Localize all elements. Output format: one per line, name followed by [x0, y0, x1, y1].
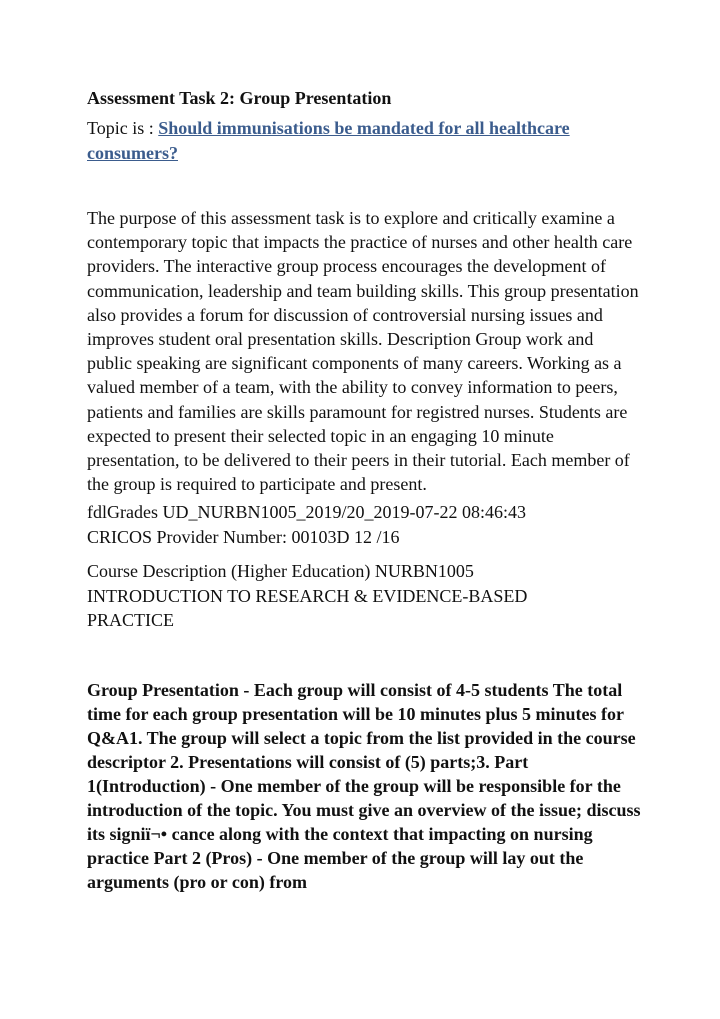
course-code-line: Course Description (Higher Education) NURBN1005: [87, 561, 474, 582]
purpose-paragraph: The purpose of this assessment task is to explore and critically examine a contemporary topic that impacts the practice of nurses and other health care providers. The interactive group process encourages the development of communication, leadership and team building skills. This group presentation also provides a forum for discussion of controversial nursing issues and improves student oral presentation skills. Description Group work and public speaking are significant components of many careers. Working as a valued member of a team, with the ability to convey information to peers, patients and families are skills paramount for registred nurses. Students are expected to present their selected topic in an engaging 10 minute presentation, to be delivered to their peers in their tutorial. Each member of the group is required to participate and present.: [87, 208, 639, 495]
course-title-line: INTRODUCTION TO RESEARCH & EVIDENCE-BASED: [87, 585, 528, 606]
document-page: [87, 86, 647, 894]
course-title-line-2: PRACTICE: [87, 610, 175, 631]
grades-line: fdlGrades UD_NURBN1005_2019/20_2019-07-22 08:46:43: [87, 502, 526, 523]
page-title: Assessment Task 2: Group Presentation: [87, 88, 392, 108]
topic-line: [87, 116, 647, 166]
group-presentation-paragraph: Group Presentation - Each group will consist of 4-5 students The total time for each group presentation will be 10 minutes plus 5 minutes for Q&A1. The group will select a topic from the list provided in the course descriptor 2. Presentations will consist of (5) parts;3. Part 1(Introduction) - One member of the group will be responsible for the introduction of the topic. You must give an overview of the issue; discuss its signiï¬• cance along with the context that impacting on nursing practice Part 2 (Pros) - One member of the group will lay out the arguments (pro or con) from: [87, 679, 641, 892]
topic-link[interactable]: Should immunisations be mandated for all healthcare consumers?: [87, 118, 570, 163]
course-description: [87, 559, 647, 633]
topic-prefix: Topic is :: [87, 118, 159, 138]
grades-metadata: [87, 500, 647, 549]
cricos-line: CRICOS Provider Number: 00103D 12 /16: [87, 526, 400, 547]
